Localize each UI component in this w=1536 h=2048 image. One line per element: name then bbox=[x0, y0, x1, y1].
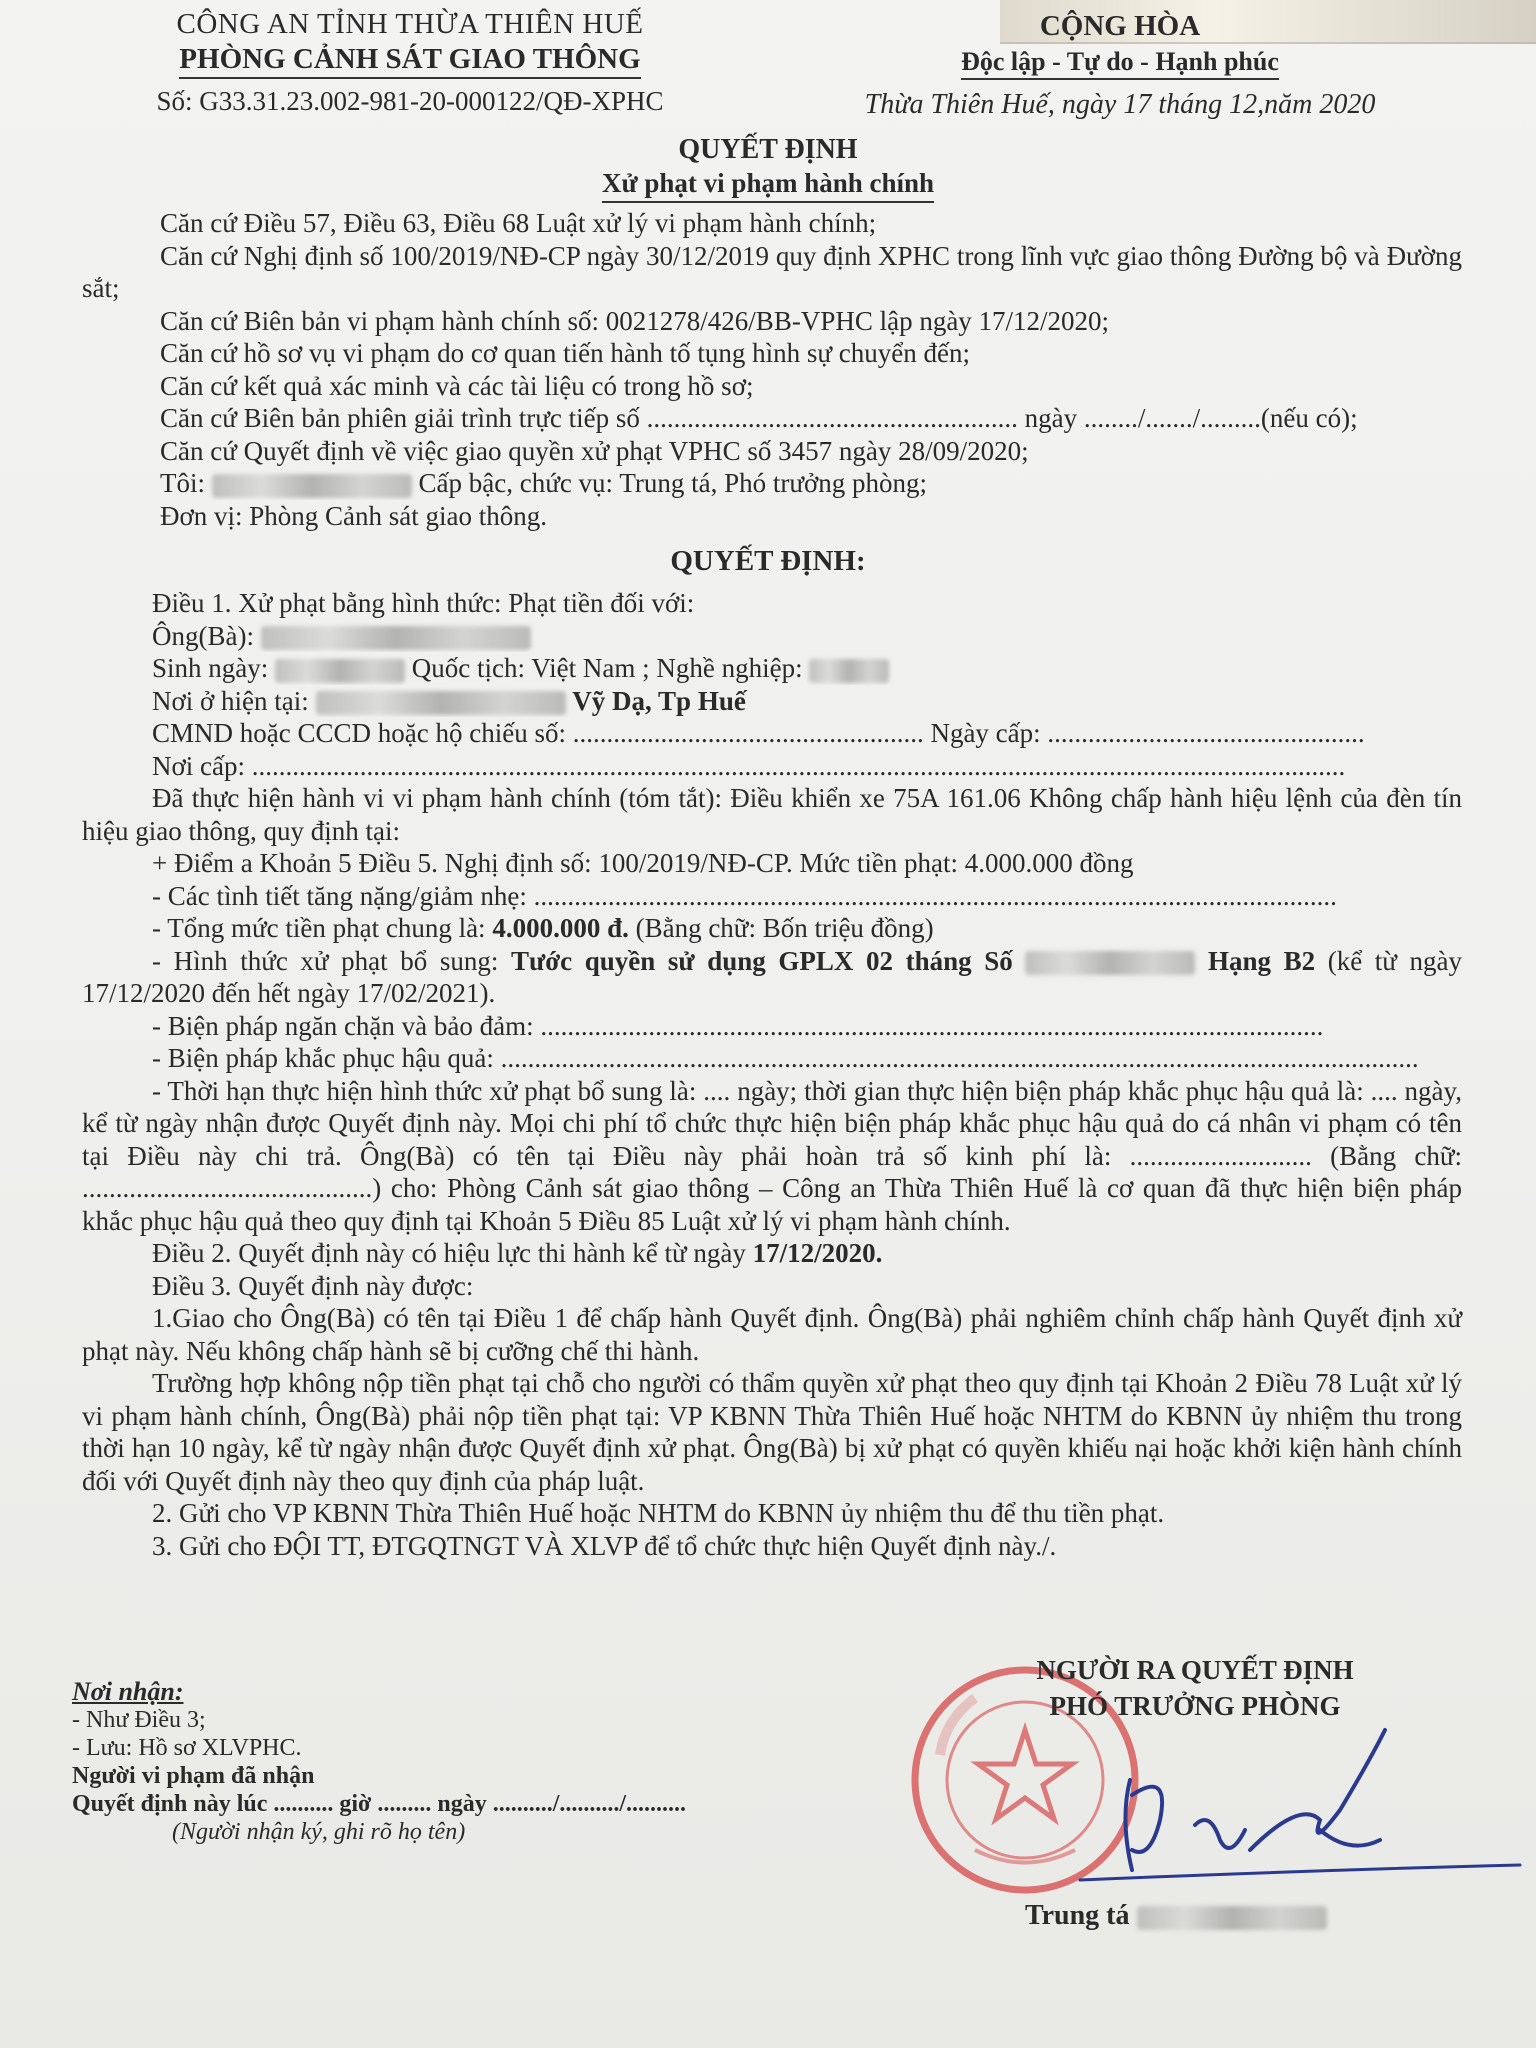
remedy-line: - Biện pháp khắc phục hậu quả: ........................................................................................................................................ bbox=[152, 1043, 1419, 1073]
signer-name-line: Trung tá bbox=[1025, 1900, 1327, 1932]
payment-paragraph: Trường hợp không nộp tiền phạt tại chỗ cho người có thẩm quyền xử phạt theo quy định tại Khoản 2 Điều 78 Luật xử lý vi phạm hành chính, Ông(Bà) phải nộp tiền phạt tại: VP KBNN Thừa Thiên Huế hoặc NHTM do KBNN ủy nhiệm thu trong thời hạn 10 ngày, kể từ ngày nhận được Quyết định xử phạt. Ông(Bà) bị xử phạt có quyền khiếu nại hoặc khởi kiện hành chính đối với Quyết định này theo quy định của pháp luật. bbox=[82, 1368, 1462, 1496]
additional-penalty: - Hình thức xử phạt bổ sung: Tước quyền sử dụng GPLX 02 tháng Số Hạng B2 (kể từ ngày 17/12/2020 đến hết ngày 17/02/2021). bbox=[82, 945, 1463, 1008]
legal-basis-line: Căn cứ Quyết định về việc giao quyền xử phạt VPHC số 3457 ngày 28/09/2020; bbox=[160, 435, 1029, 466]
article-1-heading: Điều 1. Xử phạt bằng hình thức: Phạt tiền đối với: bbox=[152, 588, 695, 618]
acknowledgement-line: Người vi phạm đã nhận bbox=[72, 1763, 315, 1789]
legal-basis-line: Căn cứ hồ sơ vụ vi phạm do cơ quan tiến hành tố tụng hình sự chuyển đến; bbox=[160, 338, 970, 368]
redacted-violator-name bbox=[261, 626, 531, 650]
document-number: Số: G33.31.23.002-981-20-000122/QĐ-XPHC bbox=[156, 86, 664, 116]
prevention-line: - Biện pháp ngăn chặn và bảo đảm: .................................................................................................................... bbox=[152, 1010, 1324, 1041]
violator-name-line: Ông(Bà): bbox=[82, 620, 1462, 653]
legal-point: + Điểm a Khoản 5 Điều 5. Nghị định số: 100/2019/NĐ-CP. Mức tiền phạt: 4.000.000 đồng bbox=[152, 848, 1134, 878]
acknowledgement-time: Quyết định này lúc .......... giờ ......... ngày ........../........../.......... bbox=[72, 1791, 687, 1817]
document-subtitle: Xử phạt vi phạm hành chính bbox=[0, 168, 1536, 199]
recipients-heading: Nơi nhận: bbox=[72, 1677, 184, 1706]
agency-name: CÔNG AN TỈNH THỪA THIÊN HUẾ bbox=[176, 8, 644, 40]
acknowledgement-note: (Người nhận ký, ghi rõ họ tên) bbox=[172, 1819, 466, 1845]
article-1 bbox=[82, 587, 1462, 1562]
recipient-item: - Như Điều 3; bbox=[72, 1707, 206, 1733]
national-header bbox=[760, 10, 1480, 121]
issuer-header bbox=[60, 8, 760, 117]
article-3-heading: Điều 3. Quyết định này được: bbox=[152, 1270, 474, 1301]
redacted-license-number bbox=[1025, 951, 1195, 975]
birth-line: Sinh ngày: Quốc tịch: Việt Nam ; Nghề nghiệp: bbox=[82, 652, 1462, 685]
preamble-section bbox=[82, 207, 1462, 532]
legal-basis-line: Căn cứ Biên bản vi phạm hành chính số: 0021278/426/BB-VPHC lập ngày 17/12/2020; bbox=[160, 305, 1110, 336]
recipients-block bbox=[72, 1678, 792, 1846]
signer-title: NGƯỜI RA QUYẾT ĐỊNH bbox=[1036, 1655, 1354, 1685]
official-unit: Đơn vị: Phòng Cảnh sát giao thông. bbox=[160, 500, 548, 531]
document-title: QUYẾT ĐỊNH bbox=[678, 134, 858, 165]
circumstances-line: - Các tình tiết tăng nặng/giảm nhẹ: ....................................................................................................................... bbox=[152, 880, 1337, 911]
violation-summary: Đã thực hiện hành vi vi phạm hành chính (tóm tắt): Điều khiển xe 75A 161.06 Không chấp hành hiệu lệnh của đèn tín hiệu giao thông, quy định tại: bbox=[82, 783, 1462, 846]
national-motto: Độc lập - Tự do - Hạnh phúc bbox=[760, 47, 1480, 77]
department-name: PHÒNG CẢNH SÁT GIAO THÔNG bbox=[60, 43, 760, 76]
place-date: Thừa Thiên Huế, ngày 17 tháng 12,năm 2020 bbox=[864, 89, 1376, 120]
decision-heading: QUYẾT ĐỊNH: bbox=[670, 545, 866, 577]
signer-position: PHÓ TRƯỞNG PHÒNG bbox=[1049, 1691, 1341, 1721]
official-line: Tôi: Cấp bậc, chức vụ: Trung tá, Phó trưởng phòng; bbox=[160, 468, 928, 498]
issue-place-line: Nơi cấp: .................................................................................................................................................................. bbox=[152, 750, 1346, 781]
recipient-item: - Lưu: Hồ sơ XLVPHC. bbox=[72, 1735, 302, 1761]
legal-basis-line: Căn cứ Nghị định số 100/2019/NĐ-CP ngày 30/12/2019 quy định XPHC trong lĩnh vực giao thông Đường bộ và Đường sắt; bbox=[82, 240, 1462, 303]
redacted-signer-name bbox=[1137, 1906, 1327, 1930]
legal-basis-line: Căn cứ Điều 57, Điều 63, Điều 68 Luật xử lý vi phạm hành chính; bbox=[160, 208, 877, 238]
total-fine-line: - Tổng mức tiền phạt chung là: 4.000.000 đ. (Bằng chữ: Bốn triệu đồng) bbox=[152, 913, 934, 943]
article-3-item-1: 1.Giao cho Ông(Bà) có tên tại Điều 1 để chấp hành Quyết định. Ông(Bà) phải nghiêm chỉnh chấp hành Quyết định xử phạt này. Nếu không chấp hành sẽ bị cưỡng chế thi hành. bbox=[82, 1303, 1462, 1366]
redacted-occupation bbox=[809, 659, 889, 683]
article-3-item-3: 3. Gửi cho ĐỘI TT, ĐTGQTNGT VÀ XLVP để tổ chức thực hiện Quyết định này./. bbox=[152, 1530, 1057, 1561]
signature-icon bbox=[1020, 1700, 1530, 1900]
article-3-item-2: 2. Gửi cho VP KBNN Thừa Thiên Huế hoặc NHTM do KBNN ủy nhiệm thu để thu tiền phạt. bbox=[152, 1498, 1165, 1528]
deadline-paragraph: - Thời hạn thực hiện hình thức xử phạt bổ sung là: .... ngày; thời gian thực hiện biện pháp khắc phục hậu quả là: .... ngày, kể từ ngày nhận được Quyết định này. Mọi chi phí tổ chức thực hiện biện pháp khắc phục hậu quả do cá nhân vi phạm có tên tại Điều này chi trả. Ông(Bà) có tên tại Điều này phải hoàn trả số kinh phí là: ........................... (Bằng chữ: ...........................................) cho: Phòng Cảnh sát giao thông – Công an Thừa Thiên Huế là cơ quan đã thực hiện biện pháp khắc phục hậu quả theo quy định tại Khoản 5 Điều 85 Luật xử lý vi phạm hành chính. bbox=[82, 1075, 1462, 1236]
id-line: CMND hoặc CCCD hoặc hộ chiếu số: .................................................... Ngày cấp: ............................................... bbox=[152, 718, 1365, 748]
redacted-birth-date bbox=[275, 659, 405, 683]
republic-title: CỘNG HÒA bbox=[1039, 10, 1201, 42]
legal-basis-line: Căn cứ Biên bản phiên giải trình trực tiếp số ....................................................... ngày ......../......./.........(nếu có); bbox=[160, 403, 1358, 433]
article-2: Điều 2. Quyết định này có hiệu lực thi hành kể từ ngày 17/12/2020. bbox=[152, 1238, 883, 1268]
address-line: Nơi ở hiện tại: Vỹ Dạ, Tp Huế bbox=[152, 685, 746, 716]
redacted-official-name bbox=[212, 474, 412, 498]
redacted-address bbox=[316, 691, 566, 715]
legal-basis-line: Căn cứ kết quả xác minh và các tài liệu có trong hồ sơ; bbox=[160, 370, 754, 401]
